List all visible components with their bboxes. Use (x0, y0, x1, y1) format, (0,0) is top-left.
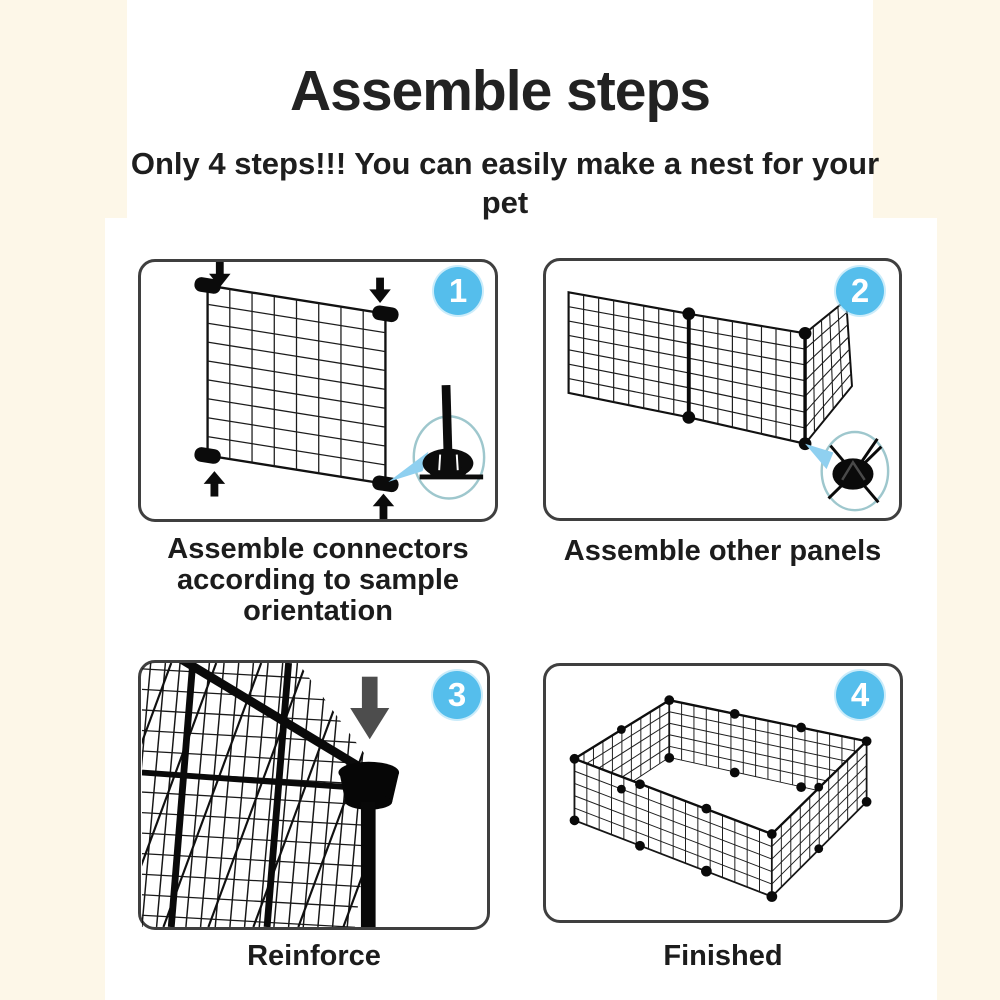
step-4-caption (543, 941, 903, 972)
page-subtitle (105, 144, 905, 222)
subtitle-line-1: Only 4 steps!!! (130, 146, 347, 181)
step-3-badge: 3 (433, 671, 481, 719)
caption-line: Assemble other panels (563, 535, 882, 567)
press-down-arrow-icon (350, 677, 389, 740)
down-arrow-icon (369, 278, 390, 303)
caption-line: Finished (663, 940, 783, 972)
step-1-caption (138, 534, 498, 627)
magnifier-callout (388, 385, 484, 498)
support-post (361, 802, 376, 927)
step-4-badge: 4 (836, 671, 884, 719)
panel-joint-dot (799, 327, 812, 340)
page-title: Assemble steps (289, 59, 711, 123)
up-arrow-icon (204, 471, 225, 496)
subtitle-line-2: You can easily make a nest for your pet (354, 146, 880, 220)
caption-line: Assemble connectors (167, 533, 469, 565)
caption-line: Reinforce (247, 940, 381, 972)
connector-post (446, 385, 448, 453)
up-arrow-icon (373, 494, 394, 519)
step-3-card (138, 660, 490, 930)
panel-joint-dot (682, 307, 695, 320)
connector-groove (457, 455, 458, 471)
step-2-badge: 2 (836, 267, 884, 315)
step-1-card (138, 259, 498, 522)
step-2-caption (543, 536, 902, 567)
step-1-badge: 1 (434, 267, 482, 315)
step-4-card (543, 663, 903, 923)
mesh-close-up (141, 663, 441, 927)
caption-line: orientation (243, 595, 393, 627)
step-3-caption (138, 941, 490, 972)
step-2-card (543, 258, 902, 521)
caption-line: according to sample (176, 564, 459, 596)
panel-joint-dot (682, 411, 695, 424)
connector-groove (439, 455, 440, 471)
magnifier-callout (805, 432, 888, 510)
